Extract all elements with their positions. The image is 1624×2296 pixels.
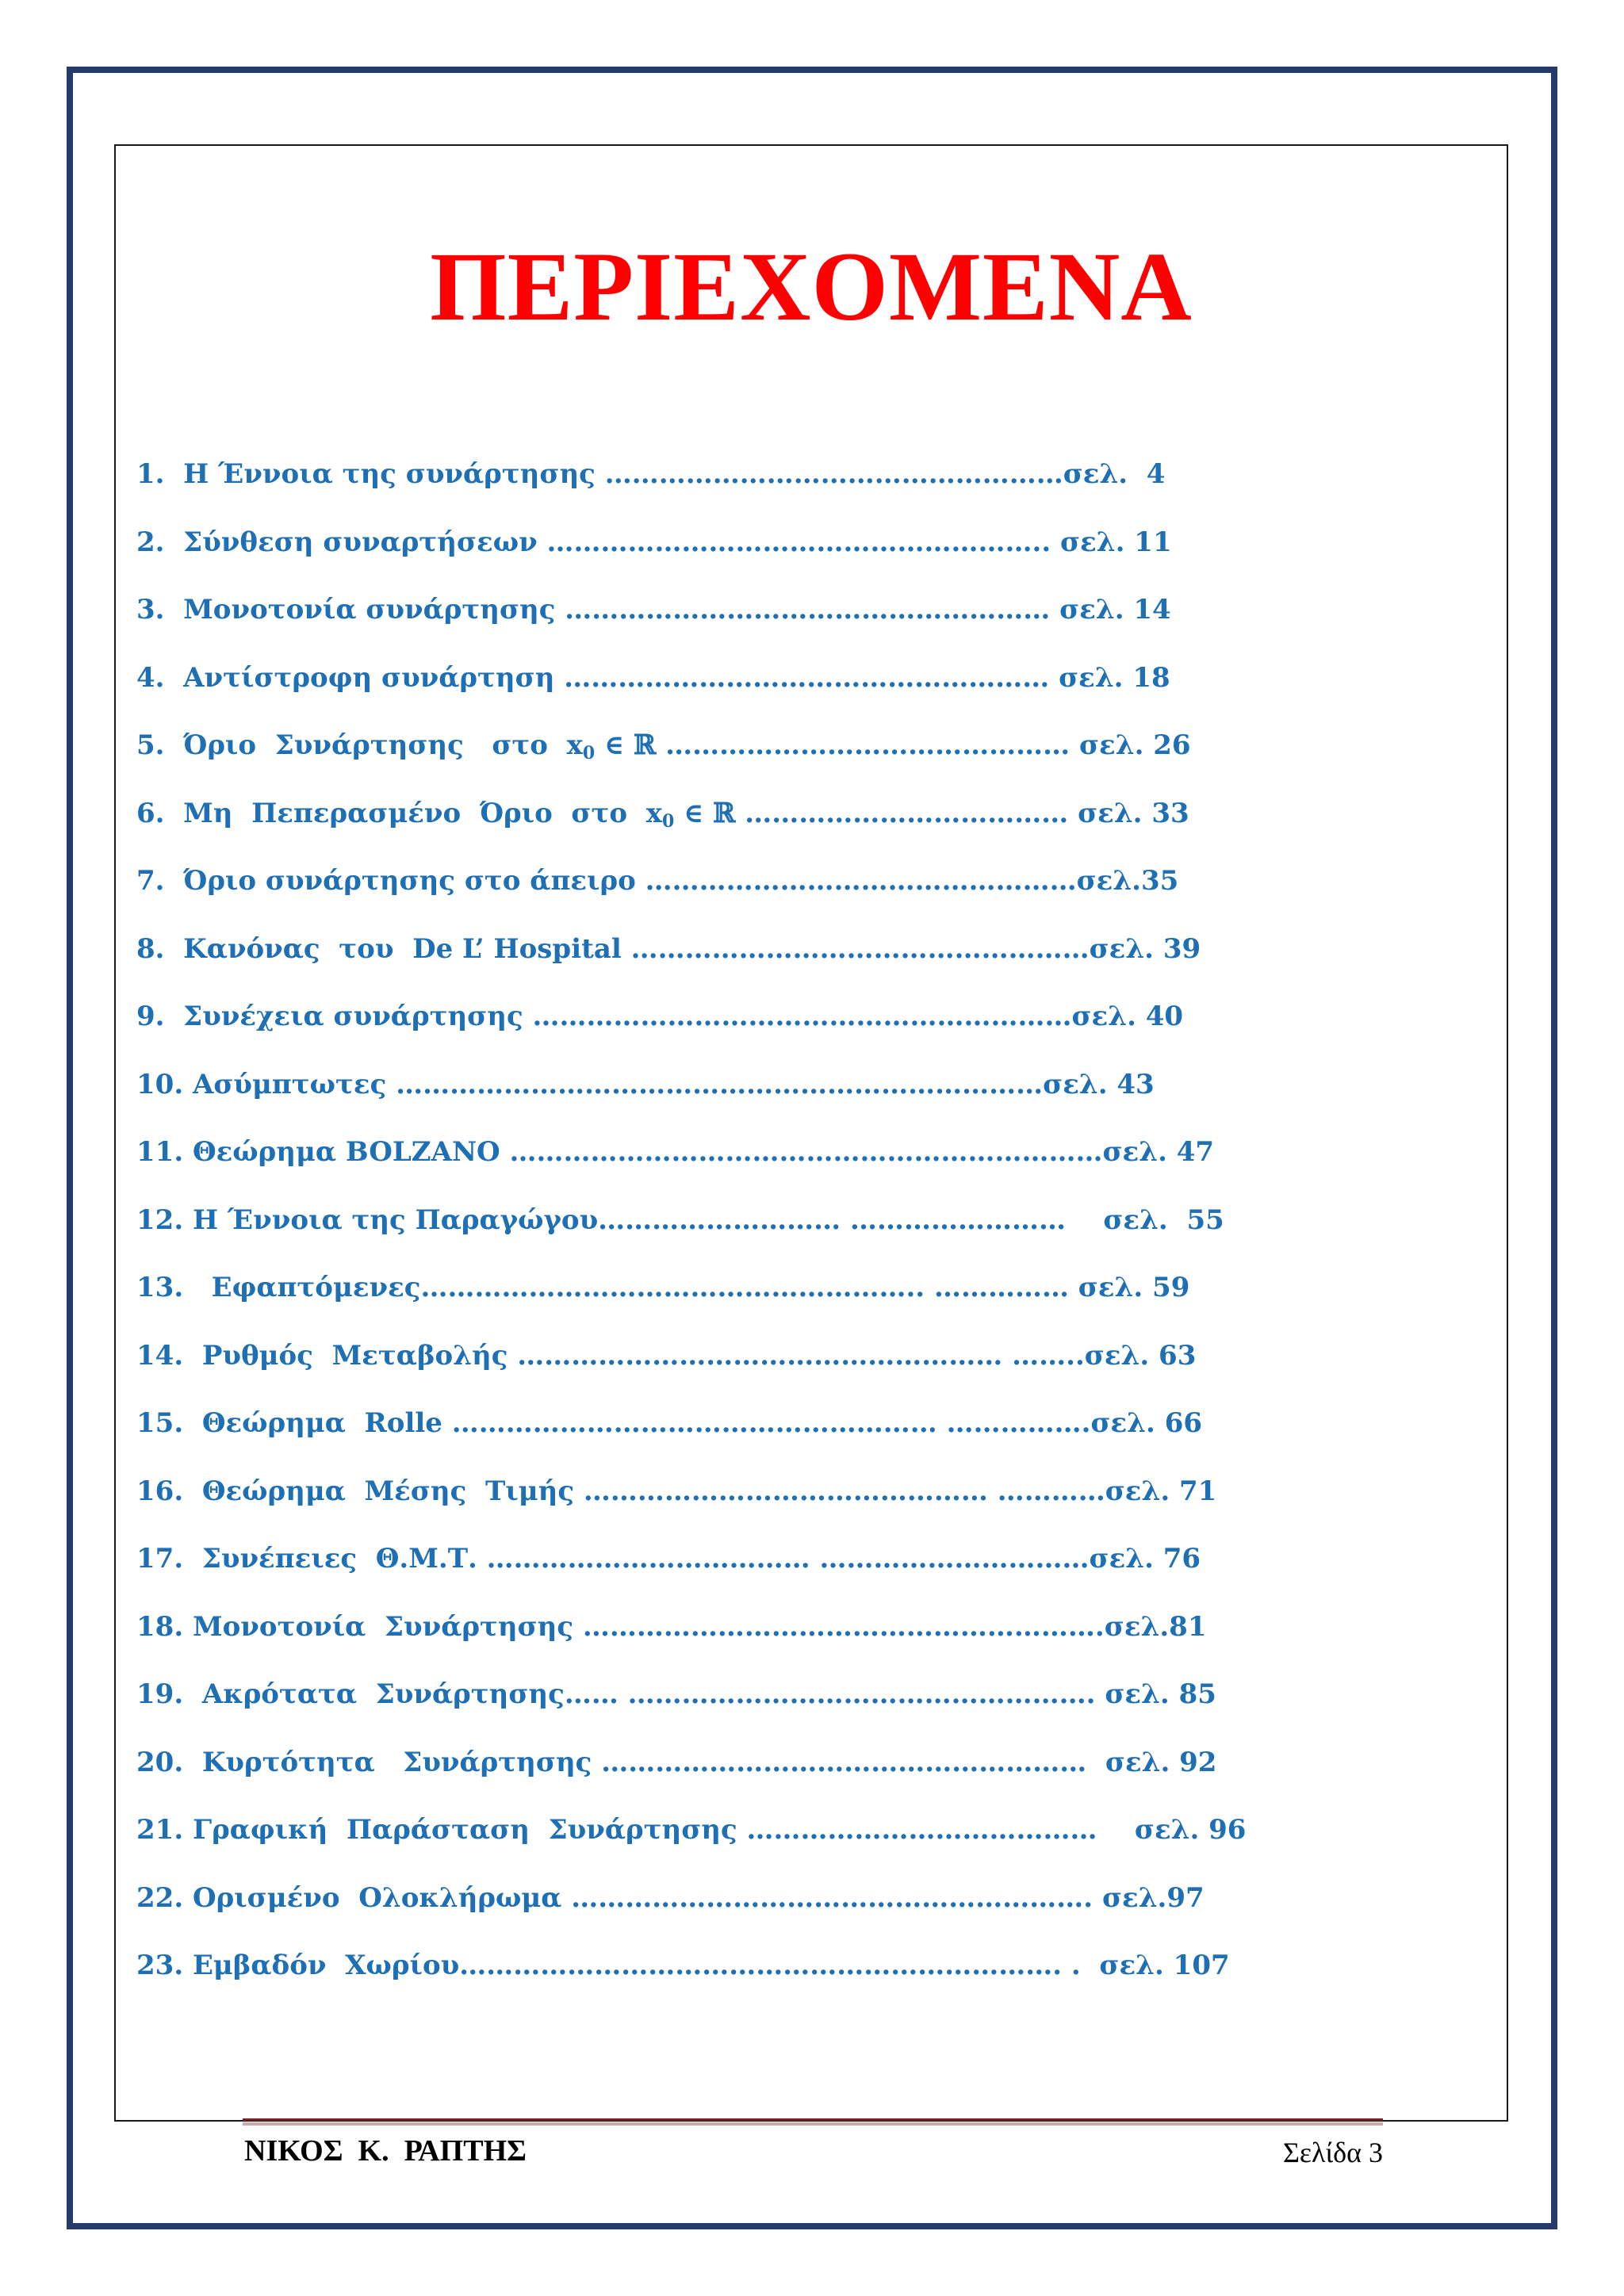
- toc-entry[interactable]: 5. Όριο Συνάρτησης στο $x_0$ ∈ ℝ ……………………………………… σελ. 26: [136, 729, 1191, 763]
- toc-entry[interactable]: 7. Όριο συνάρτησης στο άπειρο …………………………………………σελ.35: [136, 865, 1179, 897]
- footer-page-number: Σελίδα 3: [1282, 2137, 1383, 2168]
- toc-entry[interactable]: 19. Ακρότατα Συνάρτησης…… ……………………………………………. σελ. 85: [136, 1678, 1216, 1710]
- toc-entry[interactable]: 3. Μονοτονία συνάρτησης ……………………………………………… σελ. 14: [136, 594, 1171, 626]
- toc-entry[interactable]: 20. Κυρτότητα Συνάρτησης ……………………………………………… σελ. 92: [136, 1746, 1217, 1778]
- toc-entry[interactable]: 9. Συνέχεια συνάρτησης ……………………………………………………σελ. 40: [136, 1001, 1184, 1032]
- toc-entry[interactable]: 1. Η Έννοια της συνάρτησης ……………………………………………σελ. 4: [136, 458, 1166, 490]
- footer-divider-top-line: [243, 2118, 1383, 2121]
- toc-entry[interactable]: 12. Η Έννοια της Παραγώγου……………………… …………………… σελ. 55: [136, 1203, 1224, 1236]
- toc-entry[interactable]: 2. Σύνθεση συναρτήσεων ……………………………………………….. σελ. 11: [136, 526, 1172, 558]
- toc-entry[interactable]: 11. Θεώρημα BOLZANO …………………………………………………………σελ. 47: [136, 1136, 1215, 1168]
- toc-entry[interactable]: 16. Θεώρημα Μέσης Τιμής ……………………………………… …………σελ. 71: [136, 1475, 1217, 1507]
- toc-entry[interactable]: 4. Αντίστροφη συνάρτηση ……………………………………………… σελ. 18: [136, 661, 1170, 694]
- subscript: 0: [662, 810, 675, 832]
- toc-entry[interactable]: 23. Εμβαδόν Χωρίου…………………………………………………………. . σελ. 107: [136, 1950, 1230, 1981]
- toc-entry[interactable]: 17. Συνέπειες Θ.Μ.Τ. ……………………………… …………………………σελ. 76: [136, 1543, 1201, 1575]
- toc-entry[interactable]: 10. Ασύμπτωτες ………………………………………………………………σελ. 43: [136, 1068, 1155, 1100]
- footer-author: ΝΙΚΟΣ Κ. ΡΑΠΤΗΣ: [244, 2134, 527, 2168]
- toc-entry[interactable]: 22. Ορισμένο Ολοκλήρωμα …………………………………………………. σελ.97: [136, 1881, 1205, 1914]
- subscript: 0: [582, 743, 596, 763]
- page-title: ΠΕΡΙΕΧΟΜΕΝΑ: [430, 232, 1193, 341]
- footer-divider-bottom-line: [243, 2122, 1383, 2126]
- toc-entry[interactable]: 15. Θεώρημα Rolle ……………………………………………… …………….σελ. 66: [136, 1407, 1203, 1439]
- toc-entry[interactable]: 6. Μη Πεπερασμένο Όριο στο $x_0$ ∈ ℝ ……………………………… σελ. 33: [136, 797, 1189, 832]
- toc-entry[interactable]: 14. Ρυθμός Μεταβολής ……………………………………………… ……..σελ. 63: [136, 1339, 1197, 1372]
- footer-divider: [243, 2118, 1383, 2126]
- toc-entry[interactable]: 18. Μονοτονία Συνάρτησης ………………………………………………….σελ.81: [136, 1610, 1207, 1643]
- toc-entry[interactable]: 13. Εφαπτόμενες……………………………………………….. …………… σελ. 59: [136, 1272, 1190, 1303]
- toc-entry[interactable]: 8. Κανόνας του De L’ Hospital ……………………………………………σελ. 39: [136, 932, 1201, 965]
- toc-entry[interactable]: 21. Γραφική Παράσταση Συνάρτησης ………………………………… σελ. 96: [136, 1814, 1247, 1846]
- table-of-contents: [136, 449, 1246, 2008]
